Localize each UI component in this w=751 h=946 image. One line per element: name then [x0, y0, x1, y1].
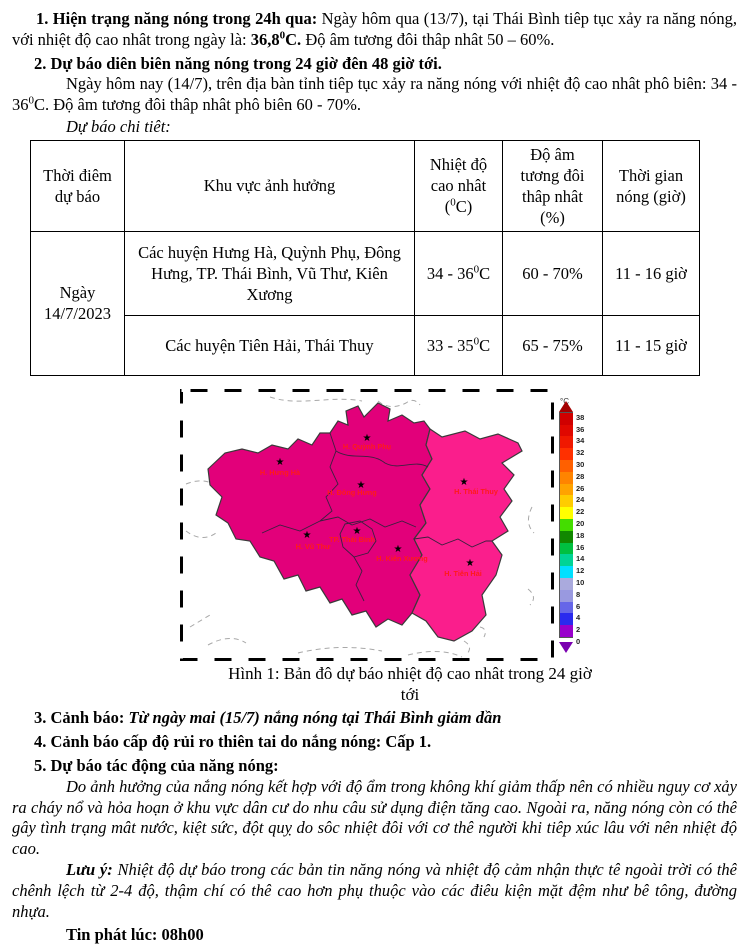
colorbar-tick-label: 24	[576, 495, 585, 505]
colorbar-tick-label: 36	[576, 424, 585, 434]
table-header-row	[31, 140, 700, 231]
cell-hours-2: 11 - 15 giờ	[603, 315, 700, 375]
section3-text: Từ ngày mai (15/7) nắng nóng tại Thái Bình giảm dần	[128, 708, 502, 728]
section1-body-b: Độ âm tương đôi thâp nhât 50 – 60%.	[301, 29, 555, 49]
table-row	[31, 315, 700, 375]
thai-binh-map	[180, 389, 554, 661]
label-hung-ha: H. Hưng Hà	[259, 467, 301, 477]
svg-text:★: ★	[465, 557, 475, 569]
colorbar-cell	[560, 590, 573, 602]
colorbar-cell	[560, 613, 573, 625]
cell-temp-2-value: 33 - 35	[426, 335, 474, 355]
colorbar-unit: °C	[560, 396, 569, 406]
svg-text:★: ★	[275, 456, 285, 468]
header-temp	[415, 140, 503, 231]
table-row	[31, 231, 700, 315]
svg-text:★: ★	[352, 525, 362, 537]
colorbar-tick-label: 32	[576, 448, 585, 458]
colorbar-tick-label: 16	[576, 542, 585, 552]
header-temp-sup: 0	[450, 196, 456, 209]
header-temp-b: C)	[455, 197, 473, 217]
colorbar-arrow-up-icon	[559, 401, 573, 412]
label-vu-thu: H. Vũ Thư	[295, 541, 331, 551]
note-paragraph	[12, 860, 737, 922]
colorbar-cell	[560, 436, 573, 448]
section2-body-a: Ngày hôm nay (14/7), trên địa bàn tỉnh tiêp tục xảy ra năng nóng với nhiệt độ cao nhât phô biên: 34 - 36	[12, 74, 737, 115]
colorbar-tick-label: 22	[576, 507, 585, 517]
section1-paragraph	[12, 9, 737, 51]
section2-body-b: C. Độ âm tương đôi thâp nhât phô biên 60 - 70%.	[34, 95, 362, 115]
colorbar-cell	[560, 448, 573, 460]
section5-paragraph: Do ảnh hưởng của nắng nóng kết hợp với độ ẩm trong không khí giảm thấp nên có nhiều nguy cơ xảy ra cháy nổ và hỏa hoạn ở khu vực dân cư do nhu câu sử dụng điện tăng cao. Ngoài ra, năng nóng còn có thê gây tình trạng mât nước, kiệt sức, đột quỵ do sôc nhiệt đôi với cơ thê người khi tiêp xúc lâu với nên nhiệt độ cao.	[12, 776, 737, 859]
max-temp-value: 36,8	[250, 29, 280, 49]
section2-heading: 2. Dự báo diên biên năng nóng trong 24 giờ đên 48 giờ tới.	[34, 53, 442, 73]
colorbar-cell	[560, 543, 573, 555]
header-temp-a: Nhiệt độ cao nhât (	[429, 155, 488, 217]
section2-paragraph	[12, 74, 737, 116]
colorbar-tick-label: 2	[576, 625, 581, 635]
section5-heading: 5. Dự báo tác động của năng nóng:	[34, 755, 279, 775]
label-tp-thai-binh: TP. Thái Bình	[329, 534, 375, 544]
svg-text:★: ★	[302, 529, 312, 541]
colorbar-cell	[560, 495, 573, 507]
detail-forecast-label: Dự báo chi tiêt:	[66, 116, 171, 136]
colorbar-tick-label: 28	[576, 471, 585, 481]
svg-text:★: ★	[393, 543, 403, 555]
label-thai-thuy: H. Thái Thuy	[454, 486, 498, 496]
cell-temp-2-sup: 0	[473, 335, 480, 348]
note-text: Nhiệt độ dự báo trong các bản tin năng nóng và nhiệt độ cảm nhận thực tê ngoài trời có thê chênh lệch từ 2-4 độ, thậm chí có thê cao hơn phụ thuộc vào các điêu kiện mặt đệm như bê tông, đường nhựa.	[12, 859, 737, 921]
max-temp-unit: C.	[285, 29, 302, 49]
label-dong-hung: H. Đông Hưng	[327, 487, 377, 497]
max-temp-sup: 0	[279, 29, 286, 42]
section3-label: 3. Cảnh báo:	[34, 708, 129, 728]
colorbar-cells	[559, 412, 573, 638]
cell-humidity-1: 60 - 70%	[503, 231, 603, 315]
colorbar-tick-label: 6	[576, 601, 581, 611]
colorbar-cell	[560, 484, 573, 496]
cell-temp-2	[415, 315, 503, 375]
cell-area-1: Các huyện Hưng Hà, Quỳnh Phụ, Đông Hưng, TP. Thái Bình, Vũ Thư, Kiên Xương	[125, 231, 415, 315]
svg-text:★: ★	[362, 432, 372, 444]
colorbar-tick-label: 12	[576, 566, 585, 576]
cell-temp-2-unit: C	[479, 335, 491, 355]
colorbar-tick-label: 38	[576, 412, 585, 422]
colorbar-tick-label: 26	[576, 483, 585, 493]
cell-humidity-2: 65 - 75%	[503, 315, 603, 375]
colorbar-cell	[560, 472, 573, 484]
colorbar-tick-label: 8	[576, 589, 581, 599]
forecast-map-figure	[180, 389, 600, 706]
colorbar-cell	[560, 602, 573, 614]
colorbar-cell	[560, 625, 573, 637]
cell-temp-1-value: 34 - 36	[426, 263, 474, 283]
colorbar-cell	[560, 507, 573, 519]
colorbar-labels	[576, 412, 596, 646]
cell-temp-1-sup: 0	[473, 263, 480, 276]
header-time: Thời điêm dự báo	[31, 140, 125, 231]
note-label: Lưu ý:	[66, 859, 113, 879]
colorbar-cell	[560, 519, 573, 531]
colorbar-tick-label: 10	[576, 577, 585, 587]
header-humidity: Độ âm tương đôi thâp nhât (%)	[503, 140, 603, 231]
colorbar-cell	[560, 460, 573, 472]
colorbar-cell	[560, 531, 573, 543]
label-quynh-phu: H. Quỳnh Phụ	[342, 441, 392, 451]
header-area: Khu vực ảnh hưởng	[125, 140, 415, 231]
label-tien-hai: H. Tiên Hải	[444, 568, 482, 578]
colorbar-cell	[560, 566, 573, 578]
map-caption: Hình 1: Bản đô dự báo nhiệt độ cao nhât trong 24 giờ tới	[228, 663, 592, 704]
colorbar-cell	[560, 425, 573, 437]
colorbar-tick-label: 0	[576, 636, 581, 646]
section3-heading	[12, 708, 737, 729]
colorbar-tick-label: 34	[576, 436, 585, 446]
forecast-table	[30, 140, 700, 376]
section4-heading: 4. Cảnh báo cấp độ rủi ro thiên tai do nắng nóng: Cấp 1.	[34, 732, 432, 752]
issue-time: Tin phát lúc: 08h00	[66, 925, 204, 945]
cell-date: Ngày 14/7/2023	[31, 231, 125, 375]
header-hours: Thời gian nóng (giờ)	[603, 140, 700, 231]
colorbar-tick-label: 4	[576, 613, 581, 623]
section1-heading: 1. Hiện trạng năng nóng trong 24h qua:	[36, 9, 318, 28]
colorbar-arrow-down-icon	[559, 642, 573, 653]
cell-area-2: Các huyện Tiên Hải, Thái Thuy	[125, 315, 415, 375]
cell-hours-1: 11 - 16 giờ	[603, 231, 700, 315]
cell-temp-1	[415, 231, 503, 315]
svg-text:★: ★	[459, 476, 469, 488]
section1-body-a: Ngày hôm qua (13/7), tại Thái Bình tiêp tục xảy ra năng nóng, với nhiệt độ cao nhât trong ngày là:	[12, 9, 738, 49]
colorbar-tick-label: 20	[576, 518, 585, 528]
colorbar-tick-label: 18	[576, 530, 585, 540]
svg-text:★: ★	[356, 479, 366, 491]
label-kien-xuong: H. Kiên Xương	[376, 553, 428, 563]
colorbar-cell	[560, 554, 573, 566]
colorbar-cell	[560, 413, 573, 425]
temperature-colorbar	[558, 394, 596, 656]
colorbar-tick-label: 30	[576, 459, 585, 469]
cell-temp-1-unit: C	[479, 263, 491, 283]
colorbar-tick-label: 14	[576, 554, 585, 564]
colorbar-cell	[560, 578, 573, 590]
section2-body-sup: 0	[28, 94, 34, 107]
